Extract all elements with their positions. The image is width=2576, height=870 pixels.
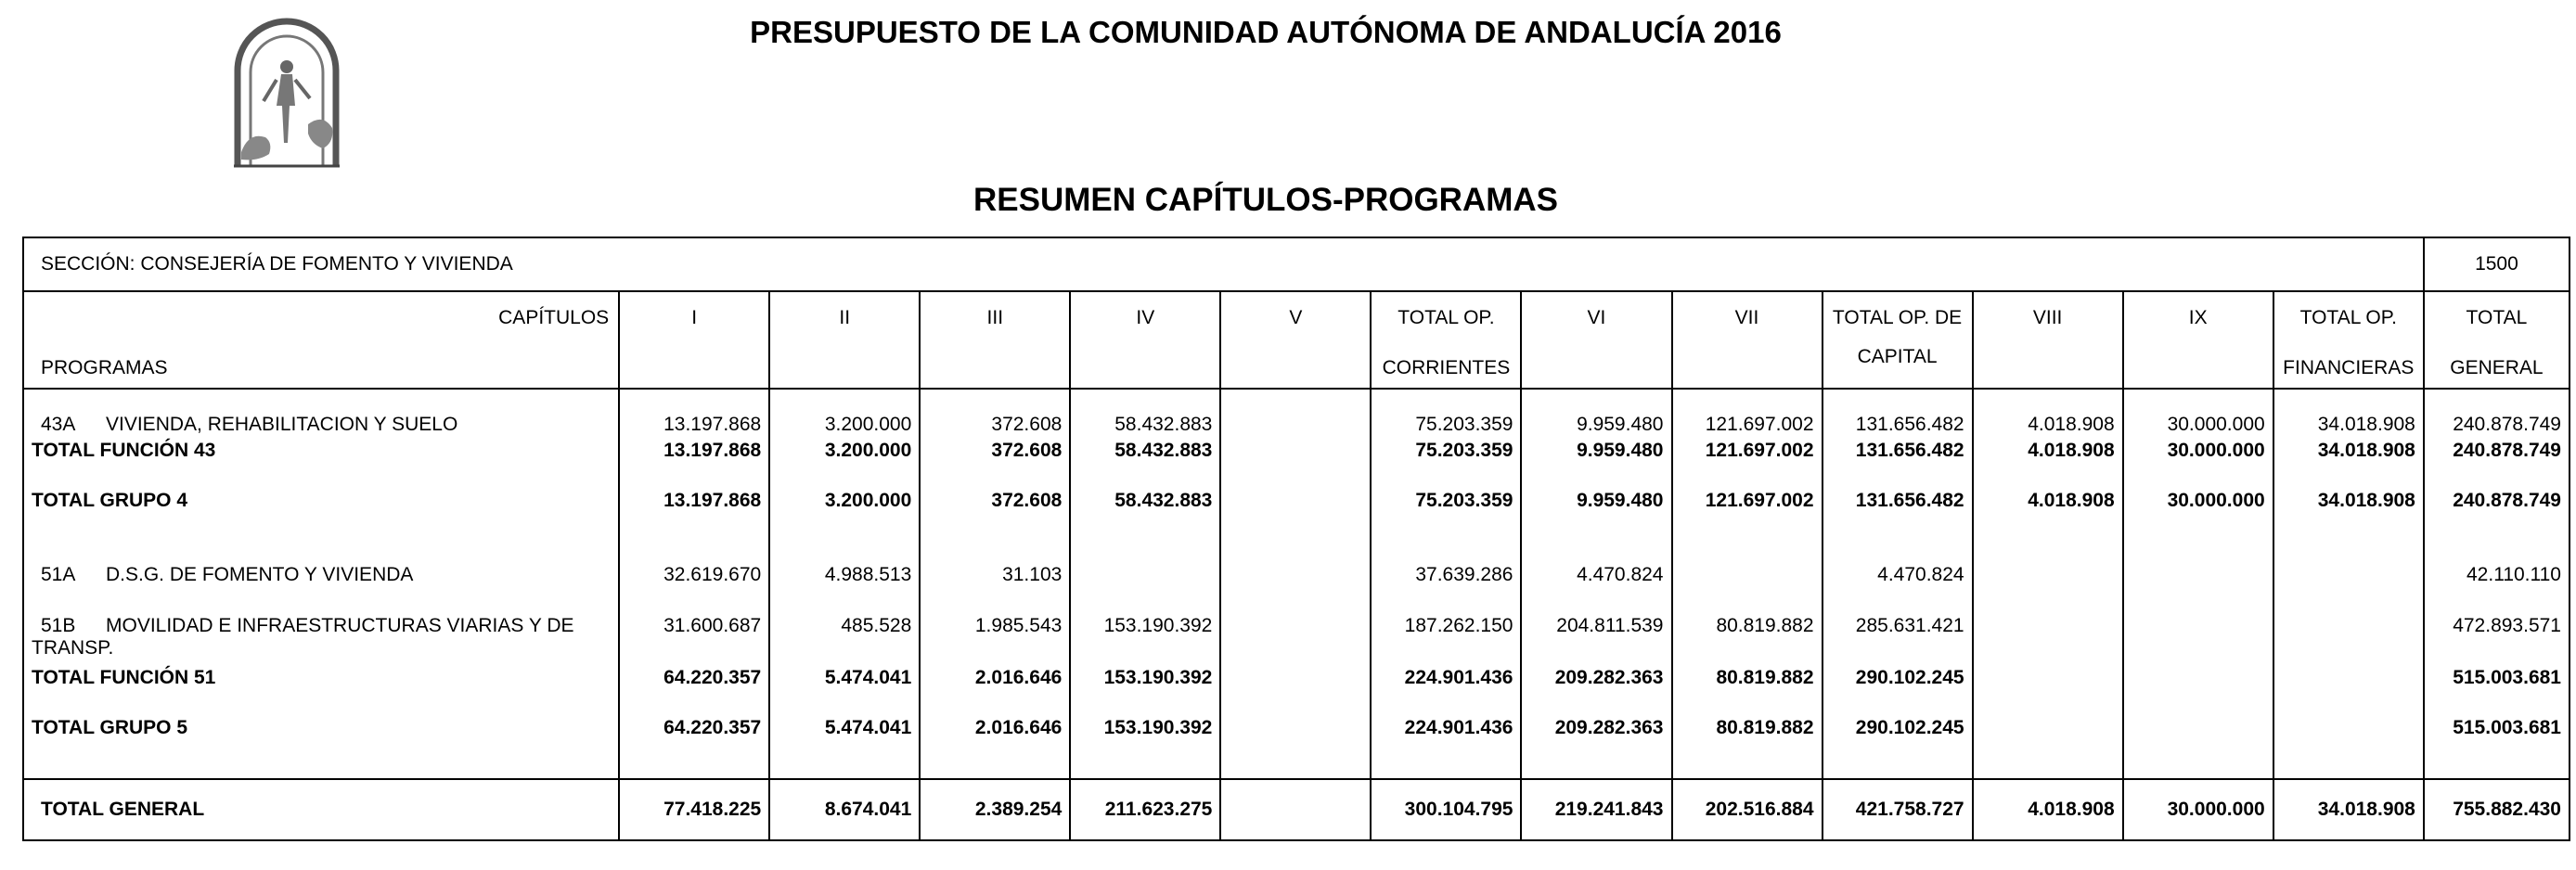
value-cell [2123, 715, 2273, 741]
value-cell: 3.200.000 [769, 438, 920, 464]
col-header: VIII [2032, 307, 2063, 328]
value-cell: 4.018.908 [1973, 438, 2123, 464]
col-header: TOTAL OP. DE [1832, 307, 1963, 328]
value-cell [1220, 613, 1371, 639]
program-label: D.S.G. DE FOMENTO Y VIVIENDA [106, 564, 414, 585]
row-label: TOTAL GRUPO 4 [23, 488, 619, 514]
value-cell: 58.432.883 [1070, 488, 1220, 514]
value-cell: 30.000.000 [2123, 779, 2273, 840]
value-cell [2273, 715, 2424, 741]
section-row [23, 237, 2570, 291]
value-cell [1973, 613, 2123, 639]
value-cell: 8.674.041 [769, 779, 920, 840]
value-cell: 9.959.480 [1521, 488, 1671, 514]
value-cell: 32.619.670 [619, 562, 769, 588]
value-cell: 290.102.245 [1823, 715, 1973, 741]
value-cell: 240.878.749 [2424, 412, 2570, 438]
value-cell: 153.190.392 [1070, 665, 1220, 691]
section-code: 1500 [2424, 237, 2570, 291]
value-cell: 4.988.513 [769, 562, 920, 588]
value-cell: 211.623.275 [1070, 779, 1220, 840]
value-cell: 153.190.392 [1070, 715, 1220, 741]
value-cell: 31.600.687 [619, 613, 769, 639]
header-row [23, 291, 2570, 389]
value-cell [1220, 665, 1371, 691]
value-cell: 37.639.286 [1371, 562, 1521, 588]
table-row [23, 779, 2570, 840]
col-header: TOTAL OP. [2299, 307, 2397, 328]
value-cell: 34.018.908 [2273, 779, 2424, 840]
value-cell: 13.197.868 [619, 412, 769, 438]
value-cell: 485.528 [769, 613, 920, 639]
value-cell: 515.003.681 [2424, 665, 2570, 691]
value-cell [2123, 665, 2273, 691]
program-code: 51A [41, 564, 76, 585]
value-cell: 34.018.908 [2273, 488, 2424, 514]
value-cell: 75.203.359 [1371, 412, 1521, 438]
value-cell: 4.470.824 [1823, 562, 1973, 588]
program-code: 43A [41, 414, 76, 435]
section-label: SECCIÓN: CONSEJERÍA DE FOMENTO Y VIVIENDA [23, 237, 2424, 291]
col-header: I [691, 307, 698, 328]
value-cell: 131.656.482 [1823, 438, 1973, 464]
value-cell: 30.000.000 [2123, 438, 2273, 464]
value-cell: 31.103 [920, 562, 1070, 588]
header-label-cell [23, 291, 619, 389]
col-header: IV [1136, 307, 1155, 328]
value-cell: 3.200.000 [769, 488, 920, 514]
value-cell: 30.000.000 [2123, 488, 2273, 514]
value-cell [1220, 779, 1371, 840]
page-title: PRESUPUESTO DE LA COMUNIDAD AUTÓNOMA DE ANDALUCÍA 2016 [750, 15, 1782, 49]
page-subtitle: RESUMEN CAPÍTULOS-PROGRAMAS [972, 182, 1559, 218]
value-cell: 131.656.482 [1823, 412, 1973, 438]
value-cell [1973, 715, 2123, 741]
value-cell: 4.018.908 [1973, 779, 2123, 840]
value-cell: 224.901.436 [1371, 665, 1521, 691]
table-row [23, 715, 2570, 741]
col-header: VI [1587, 307, 1606, 328]
value-cell: 209.282.363 [1521, 715, 1671, 741]
value-cell: 30.000.000 [2123, 412, 2273, 438]
program-label-cont: TRANSP. [23, 639, 619, 665]
value-cell: 121.697.002 [1672, 438, 1823, 464]
value-cell: 4.018.908 [1973, 412, 2123, 438]
col-header: GENERAL [2450, 357, 2544, 378]
value-cell: 421.758.727 [1823, 779, 1973, 840]
value-cell: 131.656.482 [1823, 488, 1973, 514]
value-cell: 2.016.646 [920, 715, 1070, 741]
table-row [23, 412, 2570, 438]
value-cell [2273, 562, 2424, 588]
value-cell: 4.018.908 [1973, 488, 2123, 514]
value-cell: 2.016.646 [920, 665, 1070, 691]
programas-label: PROGRAMAS [41, 357, 168, 378]
col-header: VII [1734, 307, 1759, 328]
table-row [23, 438, 2570, 464]
value-cell: 64.220.357 [619, 715, 769, 741]
value-cell: 75.203.359 [1371, 488, 1521, 514]
value-cell: 219.241.843 [1521, 779, 1671, 840]
value-cell: 58.432.883 [1070, 438, 1220, 464]
value-cell: 80.819.882 [1672, 665, 1823, 691]
value-cell [1672, 562, 1823, 588]
value-cell [1220, 562, 1371, 588]
col-header: V [1289, 307, 1303, 328]
value-cell: 121.697.002 [1672, 488, 1823, 514]
col-header: IX [2188, 307, 2208, 328]
value-cell [1973, 665, 2123, 691]
value-cell: 5.474.041 [769, 665, 920, 691]
row-label: TOTAL GRUPO 5 [23, 715, 619, 741]
value-cell [1220, 488, 1371, 514]
value-cell: 285.631.421 [1823, 613, 1973, 639]
value-cell: 372.608 [920, 412, 1070, 438]
value-cell: 2.389.254 [920, 779, 1070, 840]
budget-table [22, 237, 2570, 841]
value-cell: 34.018.908 [2273, 412, 2424, 438]
value-cell: 755.882.430 [2424, 779, 2570, 840]
value-cell [1220, 715, 1371, 741]
value-cell [2123, 613, 2273, 639]
value-cell: 9.959.480 [1521, 412, 1671, 438]
value-cell [2273, 665, 2424, 691]
value-cell: 300.104.795 [1371, 779, 1521, 840]
table-row [23, 488, 2570, 514]
col-header: FINANCIERAS [2283, 357, 2415, 378]
value-cell [1220, 438, 1371, 464]
value-cell: 290.102.245 [1823, 665, 1973, 691]
table-row [23, 665, 2570, 691]
row-label: TOTAL GENERAL [23, 779, 619, 840]
value-cell: 1.985.543 [920, 613, 1070, 639]
value-cell: 58.432.883 [1070, 412, 1220, 438]
value-cell: 80.819.882 [1672, 613, 1823, 639]
col-header: TOTAL OP. [1397, 307, 1495, 328]
value-cell: 209.282.363 [1521, 665, 1671, 691]
col-header: II [839, 307, 851, 328]
value-cell [2123, 562, 2273, 588]
value-cell: 13.197.868 [619, 488, 769, 514]
value-cell [2273, 613, 2424, 639]
value-cell [1220, 412, 1371, 438]
value-cell: 80.819.882 [1672, 715, 1823, 741]
value-cell [1973, 562, 2123, 588]
value-cell: 187.262.150 [1371, 613, 1521, 639]
program-label: VIVIENDA, REHABILITACION Y SUELO [106, 414, 458, 435]
value-cell: 3.200.000 [769, 412, 920, 438]
value-cell: 472.893.571 [2424, 613, 2570, 639]
table-row [23, 562, 2570, 588]
value-cell: 9.959.480 [1521, 438, 1671, 464]
row-label: TOTAL FUNCIÓN 51 [23, 665, 619, 691]
value-cell: 515.003.681 [2424, 715, 2570, 741]
value-cell: 240.878.749 [2424, 488, 2570, 514]
col-header: CAPITAL [1857, 346, 1938, 367]
table-row-continuation [23, 639, 2570, 665]
value-cell: 34.018.908 [2273, 438, 2424, 464]
value-cell: 4.470.824 [1521, 562, 1671, 588]
value-cell: 224.901.436 [1371, 715, 1521, 741]
col-header: CORRIENTES [1382, 357, 1511, 378]
value-cell: 372.608 [920, 488, 1070, 514]
value-cell: 121.697.002 [1672, 412, 1823, 438]
col-header: TOTAL [2466, 307, 2528, 328]
program-code: 51B [41, 615, 76, 636]
capitulos-label: CAPÍTULOS [498, 307, 610, 328]
col-header: III [986, 307, 1004, 328]
table-row [23, 613, 2570, 639]
value-cell: 202.516.884 [1672, 779, 1823, 840]
value-cell: 240.878.749 [2424, 438, 2570, 464]
row-label: TOTAL FUNCIÓN 43 [23, 438, 619, 464]
value-cell: 42.110.110 [2424, 562, 2570, 588]
value-cell: 13.197.868 [619, 438, 769, 464]
value-cell: 5.474.041 [769, 715, 920, 741]
value-cell: 75.203.359 [1371, 438, 1521, 464]
program-label: MOVILIDAD E INFRAESTRUCTURAS VIARIAS Y DE [106, 615, 574, 636]
value-cell: 77.418.225 [619, 779, 769, 840]
value-cell: 372.608 [920, 438, 1070, 464]
value-cell: 204.811.539 [1521, 613, 1671, 639]
value-cell: 64.220.357 [619, 665, 769, 691]
value-cell [1070, 562, 1220, 588]
value-cell: 153.190.392 [1070, 613, 1220, 639]
